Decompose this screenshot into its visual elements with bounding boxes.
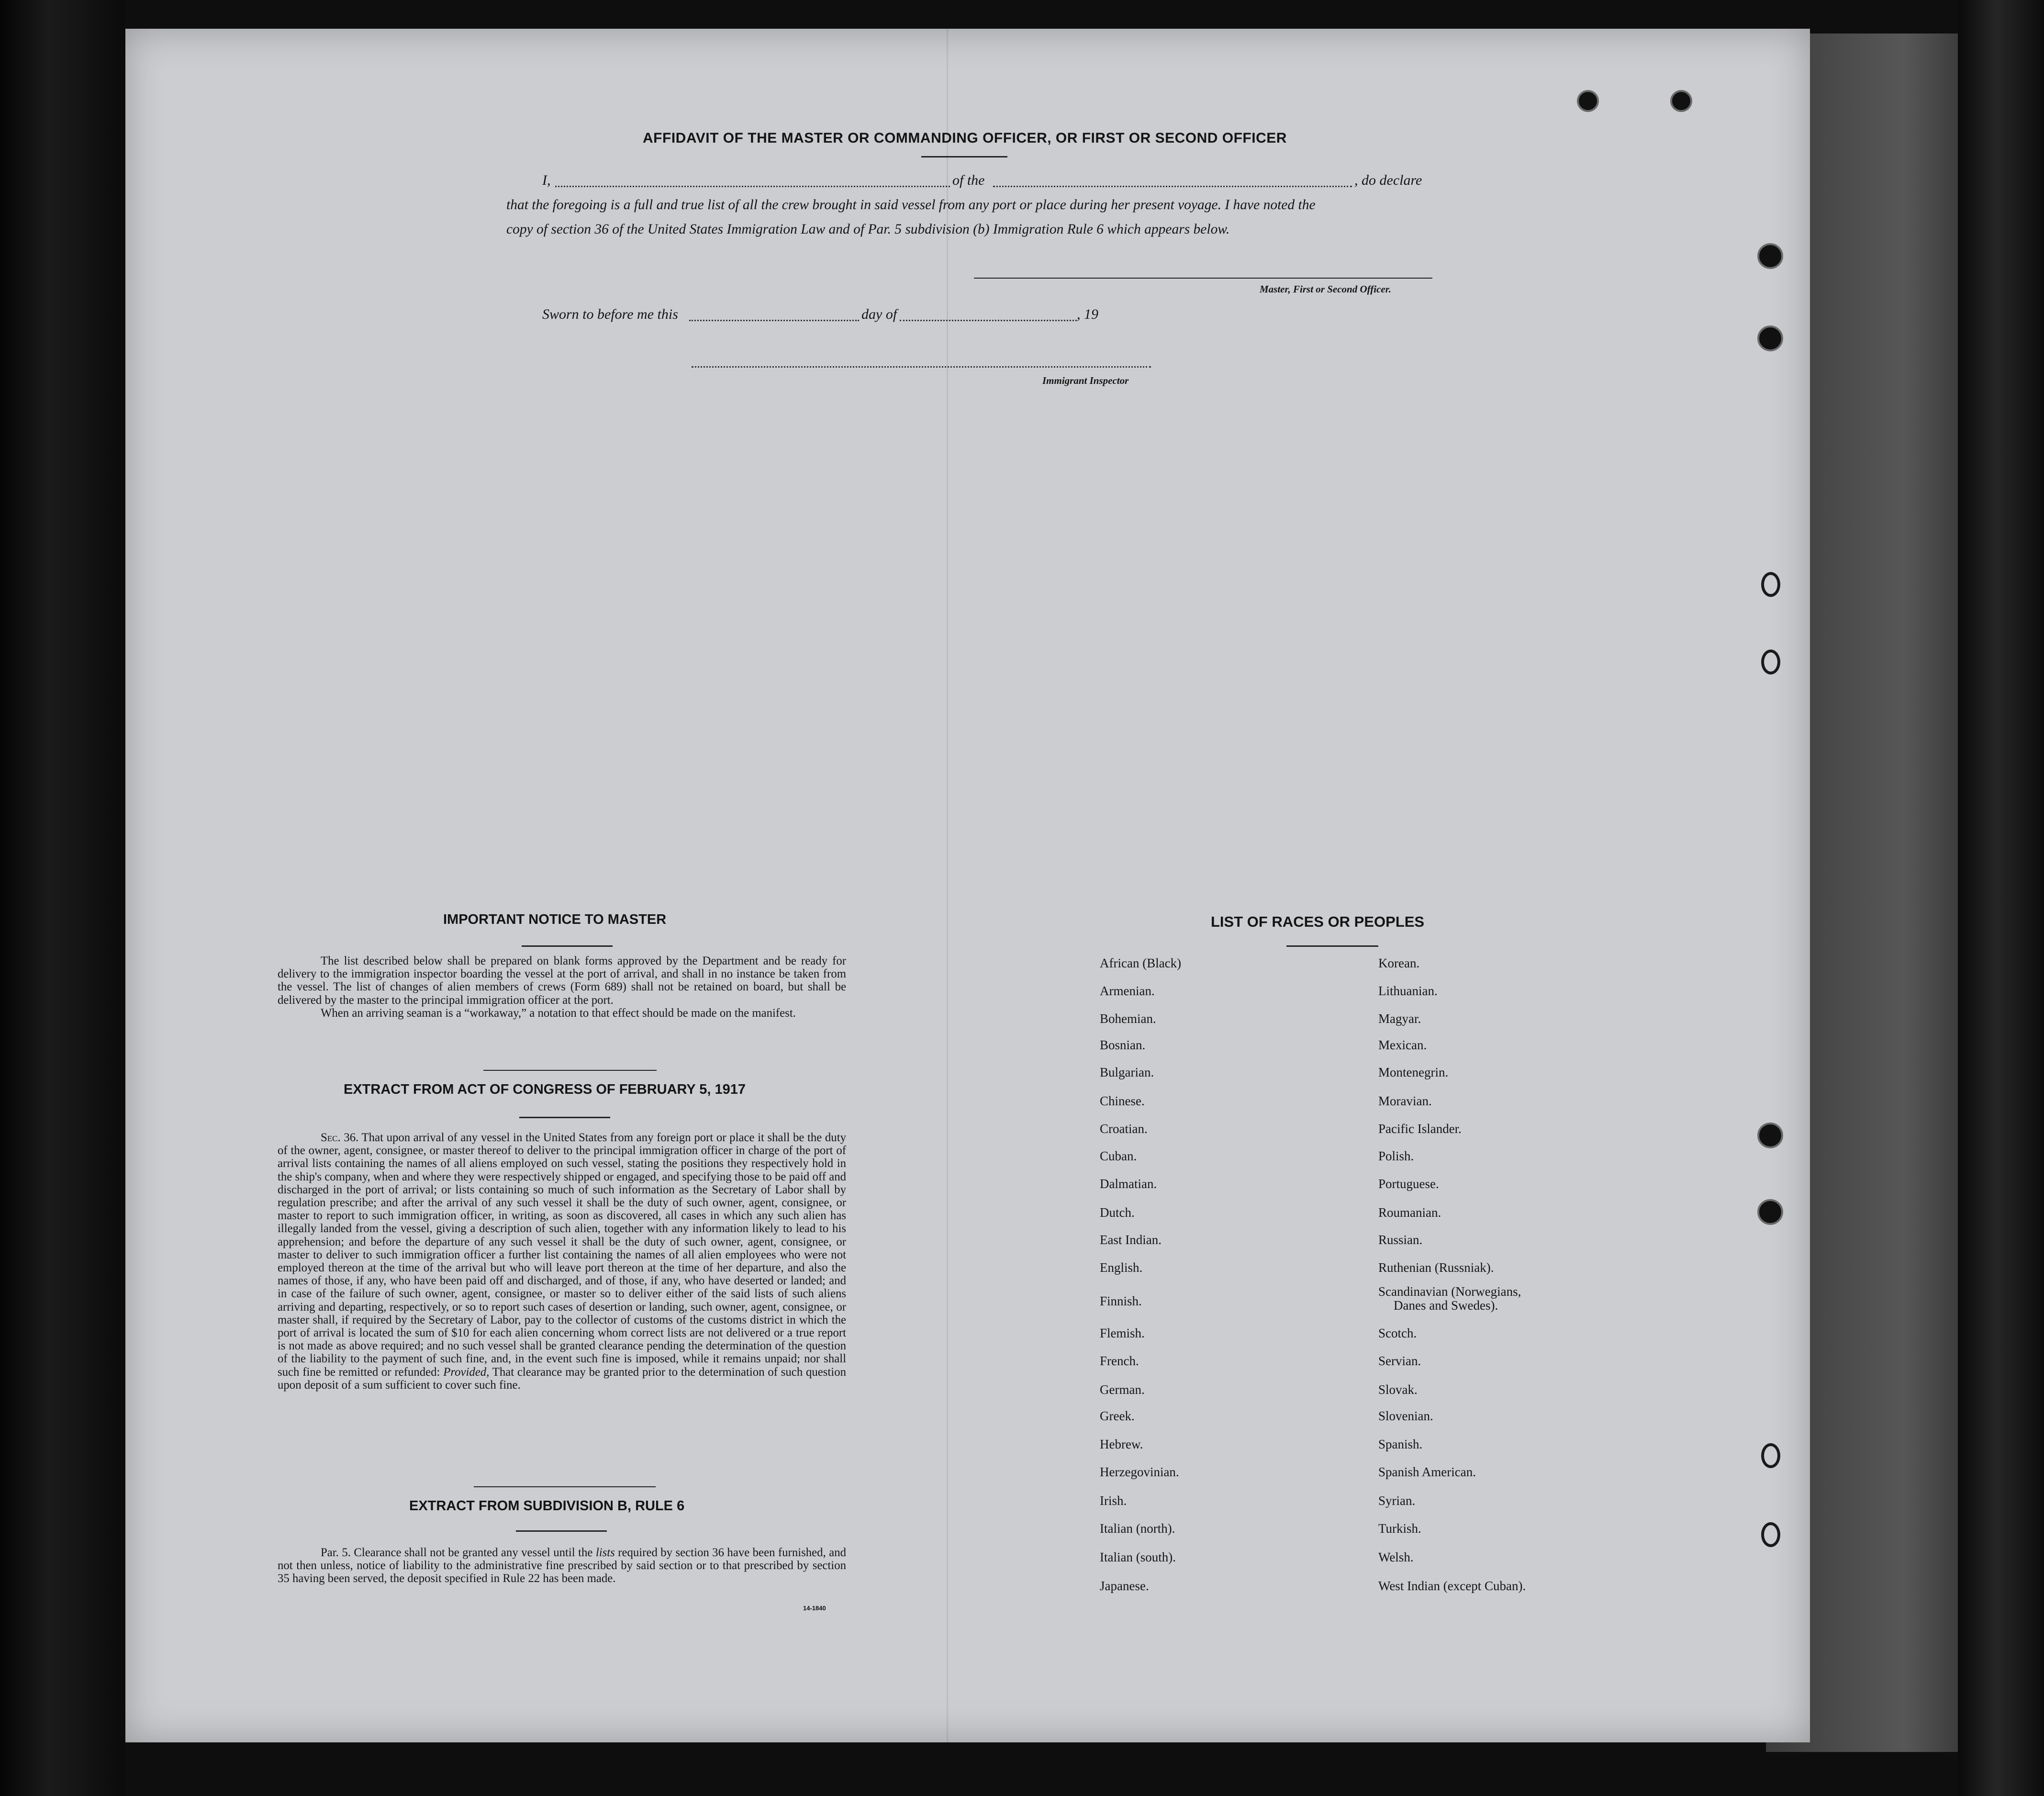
vessel-blank[interactable] [993,186,1352,187]
form-page [125,29,1810,1742]
race-item: Slovenian. [1378,1409,1433,1423]
race-item: Herzegovinian. [1100,1465,1179,1479]
race-item: Dutch. [1100,1205,1135,1220]
affidavit-line-3: copy of section 36 of the United States Immigration Law and of Par. 5 subdivision (b) Immigration Rule 6 which appears below. [506,222,1230,237]
binder-ring [1761,650,1780,674]
sworn-day-of: day of [861,306,897,322]
affidavit-declare: , do declare [1354,172,1422,188]
race-item: Portuguese. [1378,1177,1439,1191]
punch-hole [1670,90,1692,112]
race-item: Scandinavian (Norwegians, [1378,1284,1521,1299]
race-item: Hebrew. [1100,1437,1143,1451]
rule-body-b: required by section 36 have been furnished, and not then unless, notice of liability to the administrative fine prescribed by said section or to that prescribed by section 35 having been served, the deposit specified in Rule 22 has been made. [278,1546,846,1585]
act-underline [519,1117,610,1118]
race-item: Finnish. [1100,1294,1142,1308]
notice-para-2: When an arriving seaman is a “workaway,” a notation to that effect should be made on the manifest. [321,1006,796,1020]
binder-edge-right [1958,0,2044,1796]
divider [483,1070,657,1071]
notice-para-1: The list described below shall be prepared on blank forms approved by the Department and be ready for delivery to the immigration inspector boarding the vessel at the port of arrival, and shall in no instance be taken from the vessel. The list of changes of alien members of crews (Form 689) shall not be retained on board, but shall be delivered by the master to the principal immigration officer at the port. [278,954,846,1007]
race-item: Dalmatian. [1100,1177,1157,1191]
act-body-b: That clearance may be granted prior to the determination of such question upon deposit of a sum sufficient to cover such fine. [278,1365,846,1392]
page-fold [947,29,948,1742]
race-item: East Indian. [1100,1233,1162,1247]
notice-title: IMPORTANT NOTICE TO MASTER [443,912,667,927]
race-item: Welsh. [1378,1550,1414,1564]
rule-underline [516,1530,607,1532]
race-item: Ruthenian (Russniak). [1378,1260,1494,1275]
race-item: Slovak. [1378,1382,1418,1397]
race-item: Moravian. [1378,1094,1432,1108]
sworn-text: Sworn to before me this [542,306,678,322]
act-body-a: That upon arrival of any vessel in the United States from any foreign port or place it shall be the duty of the owner, agent, consignee, or master thereof to deliver to the principal immigration officer in charge of the port of arrival lists containing the names of all aliens employed on such vessel, stating the positions they respectively hold in the ship's company, when and where they were respectively shipped or engaged, and specifying those to be paid off and discharged in the port of arrival; or lists containing so much of such information as the Secretary of Labor shall by regulation prescribe; and after the arrival of any such vessel it shall be the duty of such owner, agent, consignee, or master to report to such immigration officer, in writing, as soon as discovered, all cases in which any such alien has illegally landed from the vessel, giving a description of such alien, together with any information likely to lead to his apprehension; and before the departure of any such vessel it shall be the duty of such owner, agent, consignee, or master to deliver to such immigration officer a further list containing the names of all alien employees who were not employed thereon at the time of the arrival but who will leave port thereon at the time of her departure, and also the names of those, if any, who have been paid off and discharged, and of those, if any, who have deserted or landed; and in case of the failure of such owner, agent, consignee, or master so to deliver either of the said lists of such aliens arriving and departing, respectively, or so to report such cases of desertion or landing, such owner, agent, consignee, or master shall, if required by the Secretary of Labor, pay to the collector of customs of the customs district in which the port of arrival is located the sum of $10 for each alien concerning whom correct lists are not delivered or a true report is not made as above required; and no such vessel shall be granted clearance pending the determination of the question of the liability to the payment of such fine, and, in the event such fine is imposed, while it remains unpaid; nor shall such fine be remitted or refunded: [278,1131,846,1379]
race-item: West Indian (except Cuban). [1378,1579,1526,1593]
affidavit-of-the: of the [952,172,985,188]
name-blank[interactable] [555,186,950,187]
rule-body [278,1546,846,1585]
binder-edge-left [0,0,124,1796]
binder-ring [1761,572,1780,597]
sworn-month-blank[interactable] [900,320,1077,321]
notice-underline [522,945,613,947]
race-item: Bulgarian. [1100,1065,1154,1079]
binder-ring [1761,1443,1780,1468]
race-item: Syrian. [1378,1493,1416,1508]
races-title: LIST OF RACES OR PEOPLES [1211,913,1425,930]
section-label: Sec. 36. [321,1131,359,1144]
races-underline [1286,945,1378,947]
race-item: Russian. [1378,1233,1423,1247]
race-item: Servian. [1378,1354,1421,1368]
race-item: Magyar. [1378,1011,1421,1026]
race-item: Lithuanian. [1378,984,1438,998]
punch-hole [1757,326,1783,351]
race-item: Polish. [1378,1149,1414,1163]
race-item: Italian (south). [1100,1550,1176,1564]
rule-lists: lists [595,1546,615,1559]
act-paragraph [278,1131,846,1392]
race-item: Spanish. [1378,1437,1423,1451]
signature-label: Master, First or Second Officer. [1260,283,1391,295]
punch-hole [1757,1122,1783,1148]
race-item: Spanish American. [1378,1465,1476,1479]
race-item: African (Black) [1100,956,1182,970]
race-item: Korean. [1378,956,1420,970]
race-item: Greek. [1100,1409,1135,1423]
race-item: Montenegrin. [1378,1065,1449,1079]
sworn-year: , 19 [1077,306,1098,322]
sworn-day-blank[interactable] [689,320,859,321]
race-item: Flemish. [1100,1326,1145,1340]
divider [474,1486,656,1487]
race-item: Japanese. [1100,1579,1149,1593]
race-item: German. [1100,1382,1145,1397]
race-item: Danes and Swedes). [1394,1298,1498,1313]
race-item: Roumanian. [1378,1205,1441,1220]
race-item: Italian (north). [1100,1521,1175,1536]
act-provided: Provided, [443,1365,490,1379]
rule-paragraph [278,1546,846,1585]
affidavit-title: AFFIDAVIT OF THE MASTER OR COMMANDING OFFICER, OR FIRST OR SECOND OFFICER [643,130,1287,146]
rule-extract-title: EXTRACT FROM SUBDIVISION B, RULE 6 [409,1498,685,1514]
race-item: Cuban. [1100,1149,1137,1163]
affidavit-line-2: that the foregoing is a full and true list of all the crew brought in said vessel from any port or place during her present voyage. I have noted the [506,197,1316,213]
act-extract-title: EXTRACT FROM ACT OF CONGRESS OF FEBRUARY 5, 1917 [344,1082,746,1097]
race-item: Mexican. [1378,1038,1427,1052]
punch-hole [1757,1199,1783,1225]
title-underline [921,156,1007,157]
inspector-line[interactable] [692,366,1151,368]
affidavit-i: I, [542,172,551,188]
race-item: Pacific Islander. [1378,1122,1462,1136]
inspector-label: Immigrant Inspector [1042,375,1129,386]
notice-body [278,954,846,1020]
race-item: Bohemian. [1100,1011,1156,1026]
punch-hole [1757,243,1783,269]
act-body [278,1131,846,1392]
form-code: 14-1840 [803,1605,826,1612]
signature-line[interactable] [974,278,1432,279]
race-item: Scotch. [1378,1326,1417,1340]
race-item: English. [1100,1260,1143,1275]
binder-ring [1761,1522,1780,1547]
race-item: Chinese. [1100,1094,1145,1108]
race-item: Bosnian. [1100,1038,1146,1052]
race-item: Croatian. [1100,1122,1148,1136]
race-item: Armenian. [1100,984,1155,998]
rule-body-a: Par. 5. Clearance shall not be granted any vessel until the [321,1546,596,1559]
punch-hole [1577,90,1599,112]
race-item: French. [1100,1354,1139,1368]
race-item: Turkish. [1378,1521,1421,1536]
race-item: Irish. [1100,1493,1127,1508]
